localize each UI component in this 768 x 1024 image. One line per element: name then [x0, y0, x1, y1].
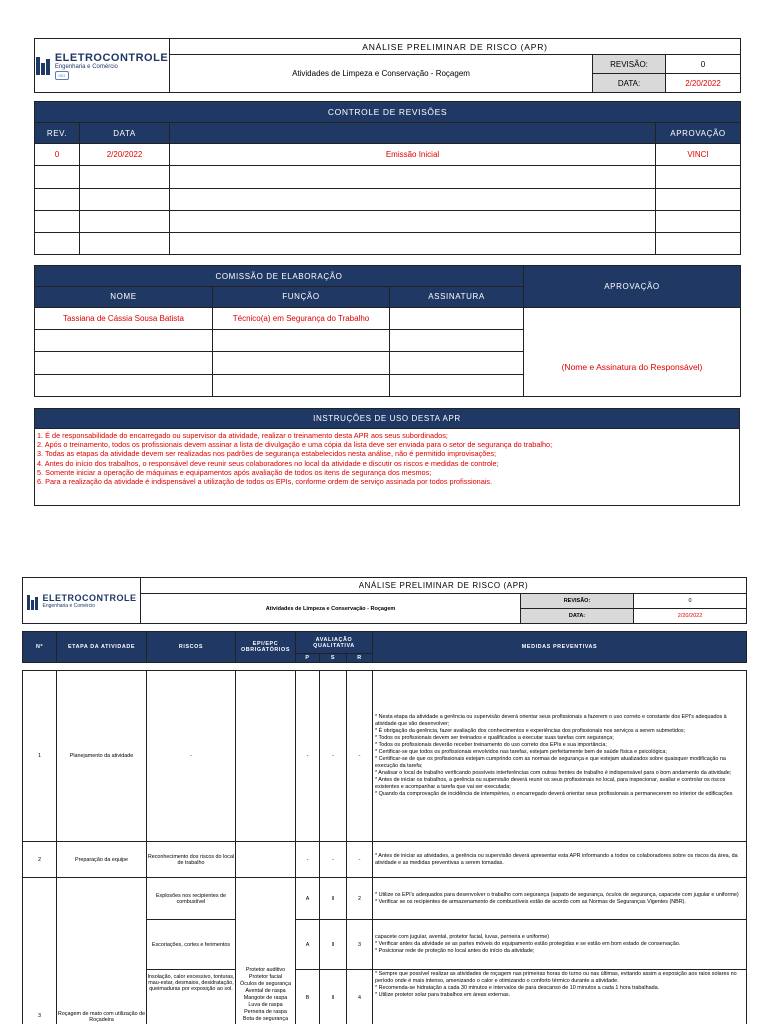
row-s: II: [320, 970, 347, 1024]
measure-item: * Antes de iniciar as atividades, a gerência ou supervisão deverá apresentar esta APR informando a todos os colaboradores sobre os riscos da área, da atividade e as medidas preventivas a serem tomadas.: [375, 852, 738, 866]
date-label: DATA:: [521, 609, 634, 624]
risk-analysis-table: [22, 631, 747, 1024]
approval-title: APROVAÇÃO: [524, 266, 741, 308]
col-date: DATA: [80, 123, 170, 144]
row-measures: [373, 920, 747, 970]
epi-item: Mangote de raspa: [243, 995, 288, 1001]
row-s: -: [320, 842, 347, 878]
apr-header-table: [34, 38, 741, 93]
revision-label: REVISÃO:: [593, 55, 666, 74]
col-risks: RISCOS: [147, 632, 236, 663]
instruction-item: 6. Para a realização da atividade é indispensável a utilização de todos os EPIs, conforme ordem de serviço assinada por todos profissionais.: [37, 477, 493, 487]
col-number: Nº: [23, 632, 57, 663]
measure-item: * Certificar-se que todos os profissionais envolvidos nas tarefas, estejam perfeitamente bem de saúde física e psicológica;: [375, 749, 667, 755]
table-row: [23, 842, 747, 878]
epi-item: Bota de segurança: [242, 1016, 289, 1022]
instructions-title: INSTRUÇÕES DE USO DESTA APR: [35, 409, 740, 429]
row-s: II: [320, 878, 347, 920]
table-row: [35, 144, 741, 166]
instruction-item: 4. Antes do início dos trabalhos, o responsável deve reunir seus colaboradores no local da atividade e discutir os riscos e medidas de controle;: [37, 458, 499, 468]
measure-item: * Certificar-se de que os profissionais estejam cumprindo com as normas de segurança e que estejam atualizados sobre quaisquer modificação na execução da tarefa;: [375, 756, 726, 769]
epi-item: Protetor facial: [248, 974, 283, 980]
revision-value: 0: [666, 55, 741, 74]
apr-header-table-2: [22, 577, 747, 624]
row-risk: Insolação, calor excessivo, tonturas, mau-estar, desmaios, desidratação, queimaduras por exposição ao sol.: [147, 970, 236, 1024]
measure-item: * Todos os profissionais devem ser treinados e qualificados a executar suas tarefas com segurança;: [375, 735, 614, 741]
approval-placeholder: (Nome e Assinatura do Responsável): [524, 307, 741, 396]
measure-item: * Todos os profissionais deverão receber treinamento do uso correto dos EPIs e sua importância;: [375, 742, 607, 748]
row-r: 2: [347, 878, 373, 920]
measure-item: capacete com jugular, avental, protetor facial, luvas, perneira e uniforme): [375, 934, 550, 940]
measure-item: * Utilize os EPI's adequados para desenvolver o trabalho com segurança (sapato de segurança, óculos de segurança, capacete com jugular e uniforme): [375, 891, 739, 898]
instruction-item: 1. É de responsabilidade do encarregado ou supervisor da atividade, realizar o treinamento desta APR aos seus subordinados;: [37, 431, 448, 440]
row-number: 2: [23, 842, 57, 878]
instructions-list: [35, 429, 740, 506]
epi-item: Protetor auditivo: [245, 967, 286, 973]
date-value: 2/20/2022: [666, 74, 741, 93]
epi-item: Óculos de segurança: [240, 981, 291, 987]
instruction-item: 2. Após o treinamento, todos os profissionais devem assinar a lista de divulgação e uma cópia da lista deve ser enviada para o setor de segurança do trabalho;: [37, 440, 553, 450]
document-title: ANÁLISE PRELIMINAR DE RISCO (APR): [170, 39, 741, 55]
row-p: -: [296, 842, 320, 878]
table-row: [35, 307, 741, 329]
brand-subtitle: Engenharia e Comércio: [54, 63, 118, 70]
revision-description: Emissão Inicial: [170, 144, 656, 166]
col-approval: APROVAÇÃO: [656, 123, 741, 144]
col-p: P: [296, 654, 320, 663]
row-r: -: [347, 671, 373, 842]
measure-item: * Posicionar rede de proteção no local antes do início da atividade;: [375, 948, 535, 954]
col-r: R: [347, 654, 373, 663]
row-measures: [373, 842, 747, 878]
col-s: S: [320, 654, 347, 663]
row-risk: Explosões nos recipientes de combustível: [147, 878, 236, 920]
measure-item: * Verificar antes da atividade se as partes móveis do equipamento estão protegidas e se estão em bom estado de conservação.: [375, 941, 681, 947]
table-row: [35, 210, 741, 232]
measure-item: * Analisar o local de trabalho verificando possíveis interferências com outras frentes de trabalho é indispensável para o bom andamento da atividade;: [375, 770, 732, 776]
col-signature: ASSINATURA: [390, 287, 524, 307]
row-epi-empty: [236, 842, 296, 878]
revision-approval: VINCI: [656, 144, 741, 166]
row-p: A: [296, 920, 320, 970]
row-stage: Preparação da equipe: [57, 842, 147, 878]
company-logo: [35, 39, 170, 93]
measure-item: * É obrigação da gerência, fazer avaliação dos conhecimentos e experiências dos profissionais nos serviços a serem submetidos;: [375, 728, 686, 734]
company-logo: [23, 578, 141, 624]
member-function: Técnico(a) em Segurança do Trabalho: [213, 307, 390, 329]
row-risk: -: [147, 671, 236, 842]
table-row: [35, 232, 741, 254]
row-measures: [373, 878, 747, 920]
col-function: FUNÇÃO: [213, 287, 390, 307]
row-measures: [373, 671, 747, 842]
revision-label: REVISÃO:: [521, 594, 634, 609]
row-s: II: [320, 920, 347, 970]
col-measures: MEDIDAS PREVENTIVAS: [373, 632, 747, 663]
row-risk: Reconhecimento dos riscos do local de trabalho: [147, 842, 236, 878]
revision-date: 2/20/2022: [80, 144, 170, 166]
instruction-item: 5. Somente iniciar a operação de máquinas e equipamentos após avaliação de todos os itens de segurança dos mesmos;: [37, 467, 432, 477]
document-title: ANÁLISE PRELIMINAR DE RISCO (APR): [141, 578, 747, 594]
measure-item: * Quando da comprovação de incidência de intempéries, o encarregado deverá orientar seus profissionais a permanecerem no interior de edificações: [375, 791, 733, 797]
brand-name: ELETROCONTROLE: [42, 592, 137, 603]
col-rev: REV.: [35, 123, 80, 144]
logo-mark-icon: [36, 57, 51, 75]
table-row: [23, 878, 747, 920]
logo-mark-icon: [27, 592, 39, 610]
measure-item: * Nesta etapa da atividade a gerência ou supervisão deverá orientar seus profissionais a fazerem o uso correto e constante dos EPI's adequados à atividade que vão desenvolver;: [375, 714, 727, 727]
row-r: -: [347, 842, 373, 878]
date-value: 2/20/2022: [634, 609, 747, 624]
member-signature: [390, 307, 524, 329]
row-r: 4: [347, 970, 373, 1024]
row-stage: Planejamento da atividade: [57, 671, 147, 842]
revision-control-table: [34, 101, 741, 255]
activity-title: Atividades de Limpeza e Conservação - Roçagem: [141, 594, 521, 624]
date-label: DATA:: [593, 74, 666, 93]
brand-name: ELETROCONTROLE: [54, 51, 169, 64]
col-epi: EPI/EPC OBRIGATÓRIOS: [236, 632, 296, 663]
table-row: [35, 166, 741, 188]
row-p: A: [296, 878, 320, 920]
row-epi-empty: [236, 671, 296, 842]
measure-item: * Antes de iniciar os trabalhos, a gerência ou supervisão deverá reunir os seus profissionais no local, para inspecionar, avaliar e controlar os riscos existentes e acompanhar a tarefa que vai ser executada;: [375, 777, 726, 790]
row-measures: [373, 970, 747, 1024]
row-r: 3: [347, 920, 373, 970]
revision-number: 0: [35, 144, 80, 166]
row-p: -: [296, 671, 320, 842]
row-epi-list: [236, 878, 296, 1024]
activity-title: Atividades de Limpeza e Conservação - Roçagem: [170, 55, 593, 93]
measure-item: * Sempre que possível realizar as atividades de roçagem nas primeiras horas do turno ou nas últimas, evitando assim a exposição aos raios solares no período onde é mais intenso, amenizando o calor e otimizando o conforto térmico durante a atividade.: [375, 971, 737, 984]
measure-item: * Recomenda-se hidratação a cada 30 minutos e intervalos de para descanso de 10 minutos a cada 1 hora trabalhada.: [375, 985, 660, 991]
measure-item: * Verificar se os recipientes de armazenamento de combustíveis estão de acordo com as Normas de Seguranças Vigentes (NBR).: [375, 898, 686, 905]
commission-title: COMISSÃO DE ELABORAÇÃO: [35, 266, 524, 287]
certification-seal-icon: ISO: [55, 71, 69, 80]
member-name: Tassiana de Cássia Sousa Batista: [35, 307, 213, 329]
epi-item: Luva de raspa: [248, 1002, 283, 1008]
commission-table: [34, 265, 741, 397]
epi-item: Avental de raspa: [245, 988, 286, 994]
row-number: 1: [23, 671, 57, 842]
instructions-table: [34, 408, 740, 506]
row-risk: Escoriações, cortes e ferimentos: [147, 920, 236, 970]
row-stage: Roçagem de mato com utilização de Roçadeira: [57, 878, 147, 1024]
row-number: 3: [23, 878, 57, 1024]
col-description: [170, 123, 656, 144]
instruction-item: 3. Todas as etapas da atividade devem ser realizadas nos padrões de segurança estabelecidos nesta análise, não é permitido improvisações;: [37, 449, 497, 459]
brand-subtitle: Engenharia e Comércio: [42, 602, 96, 609]
row-s: -: [320, 671, 347, 842]
revision-value: 0: [634, 594, 747, 609]
col-evaluation: AVALIAÇÃO QUALITATIVA: [296, 632, 373, 654]
table-row: [35, 188, 741, 210]
measure-item: * Utilize protetor solar para trabalhos em áreas externas.: [375, 992, 511, 998]
revision-control-title: CONTROLE DE REVISÕES: [35, 102, 741, 123]
epi-item: Perneira de raspa: [244, 1009, 287, 1015]
col-name: NOME: [35, 287, 213, 307]
table-row: [23, 671, 747, 842]
row-p: B: [296, 970, 320, 1024]
col-stage: ETAPA DA ATIVIDADE: [57, 632, 147, 663]
